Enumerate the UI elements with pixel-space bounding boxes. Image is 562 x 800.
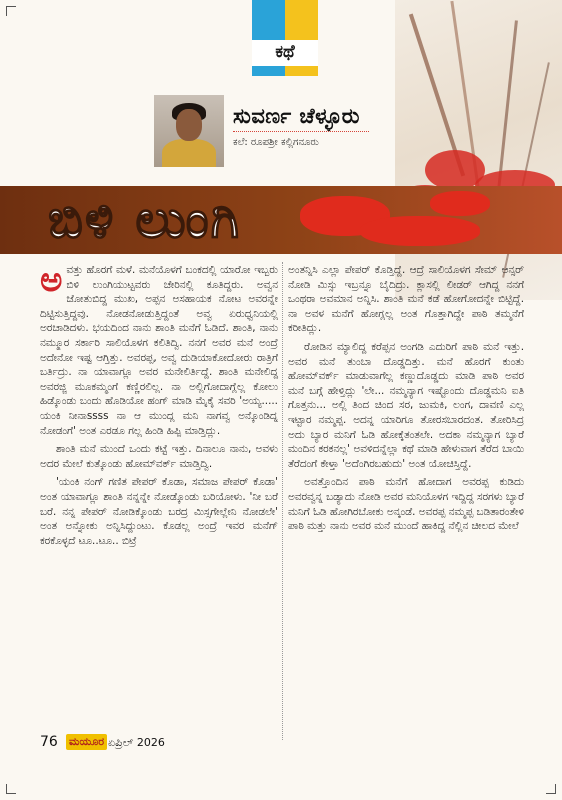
category-tile xyxy=(252,0,318,78)
page-number: 76 xyxy=(40,734,58,750)
body-column-left xyxy=(40,260,278,552)
body-column-right xyxy=(288,263,524,538)
paragraph xyxy=(40,260,278,438)
paragraph: 'ಯಂಕಿ ನಂಗ್ ಗಣಿತ ಪೇಪರ್ ಕೊಡಾ, ಸಮಾಜ ಪೇಪರ್ ಕೊಡಾ' ಅಂತ ಯಾವಾಗ್ಲೂ ಶಾಂತಿ ನನ್ನನ್ನೇ ನೋಡ್ಕೊಂಡು ಬರಿಯೋಳು. 'ನೀ ಬರೆ ಬರೆ. ನನ್ನ ಪೇಪರ್ ನೋಡಿಕ್ಕೊಂಡು ಬರದ್ರ ಮಿಸ್ಸಗೇಲ್ಲೇನಿ ನೋಡಲೇ' ಅಂತ ಅನ್ನೋಕು ಅನ್ನಿಸಿದ್ದುಂಟು. ಕೊಡಲ್ಲ ಅಂದ್ರೆ ಇವರ ಮನೆಗ್ ಕರಕೊಳ್ಳದೆ ಟೂ..ಟೂ.. ಬಿಟ್ರೆ xyxy=(40,476,278,547)
magazine-logo: ಮಯೂರ xyxy=(66,734,107,750)
drop-cap: ಅ xyxy=(40,260,63,300)
paragraph: ರೋಡಿನ ಮ್ಯಾಲಿದ್ದ ಕರೆಪ್ಪನ ಅಂಗಡಿ ಎದುರಿಗೆ ಪಾಠಿ ಮನೆ ಇತ್ತು. ಅವರ ಮನೆ ತುಂಬಾ ದೊಡ್ಡದಿತ್ತು. ಮನೆ ಹೊರಗೆ ಕುಂತು ಹೋಮ್‌ವರ್ಕ್ ಮಾಡುವಾಗೆಲ್ಲ ಕಣ್ಣುದೊಡ್ಡದು ಮಾಡಿ ಪಾಠಿ ಅವರ ಮನೆ ಬಗ್ಗೆ ಹೇಳ್ತಿದ್ಲು 'ಲೇ... ನಮ್ಮನ್ಯಾಗ ಇಷ್ಟೊಂದು ದೊಡ್ಡಮನಿ ಐತಿ ಗೊತ್ತನು... ಅಲ್ಲಿ ತಿಂದ ಚಿಂದ ಸರ, ಜುಮಕಿ, ಲಂಗ, ದಾವಣಿ ಎಲ್ಲ ಇಟ್ಟಾರ ನಮ್ಮಪ್ಪ. ಅದನ್ನ ಯಾರಿಗೂ ತೋರಸಬಾರದಂತ. ತೋರಿಸಿದ್ರ ಅದು ಬ್ಯಾರ ಮನಿಗೆ ಓಡಿ ಹೋಕ್ಕೆತಂತಲೇ. ಅದಕಾ ನಮ್ಮನ್ಯಾಗ ಬ್ಯಾರೆ ಮಂದಿನ ಕರಕನಲ್ಲ' ಅವಳಿದನ್ನೆಲ್ಲಾ ಕಥೆ ಮಾಡಿ ಹೇಳುವಾಗ ತೆರೆದ ಬಾಯಿ ತೆರೆದಂಗೆ ಕೇಳ್ತಾ 'ಅದೆಂಗಿರಬಹುದು' ಅಂತ ಯೋಚಿಸ್ತಿದ್ದೆ. xyxy=(288,340,524,470)
paragraph: ಶಾಂತಿ ಮನೆ ಮುಂದೆ ಒಂದು ಕಟ್ಟೆ ಇತ್ತು. ದಿನಾಲೂ ನಾನು, ಅವಳು ಅದರ ಮೇಲೆ ಕುತ್ಕೊಂಡು ಹೋಮ್‌ವರ್ಕ್ ಮಾಡ್ತಿದ್ವಿ. xyxy=(40,443,278,470)
paragraph-text: ವತ್ತು ಹೊರಗೆ ಮಳೆ. ಮನೆಯೊಳಗೆ ಬಂಕದಲ್ಲಿ ಯಾರೋ ಇಬ್ಬರು ಬಿಳಿ ಲುಂಗಿಯುಟ್ಟವರು ಚೇರಿನಲ್ಲಿ ಕೂತಿದ್ದರು. ಅವ್ವನ ಜೋತುಬಿದ್ದ ಮುಖ, ಅಪ್ಪನ ಅಸಹಾಯಕ ನೋಟ ಅವರನ್ನೇ ದಿಟ್ಟಿಸುತ್ತಿದ್ದವು. ನೋಡನೋಡುತ್ತಿದ್ದಂತೆ ಅವ್ವ ಏರುಧ್ವನಿಯಲ್ಲಿ ಅರಚಾಡಿದಳು. ಭಯದಿಂದ ನಾನು ಶಾಂತಿ ಮನೆಗೆ ಓಡಿದೆ. ಶಾಂತಿ, ನಾನು ನಮ್ಮೂರ ಸರ್ಕಾರಿ ಸಾಲಿಯೊಳಗ ಕಲಿತಿದ್ವಿ. ನನಗೆ ಅವರ ಮನೆ ಅಂದ್ರೆ ಅದೇನೋ ಇಷ್ಟ ಆಗ್ತಿತ್ತು. ಅವರಪ್ಪ, ಅವ್ವ ದುಡಿಯಾಕೋದೋರು ರಾತ್ರಿಗೆ ಬರ್ತಿದ್ರು. ನಾ ಯಾವಾಗ್ಲೂ ಅವರ ಮನೇಲಿರ್ತಿದ್ದೆ. ಶಾಂತಿ ಮನೇಲಿದ್ದ ಅವರಜ್ಜಿ ಮೂಕಮ್ಮಂಗೆ ಕಣ್ಣಿರಲಿಲ್ಲ. ನಾ ಅಲ್ಲಿಗೋದಾಗ್ಲೆಲ್ಲ ಕೋಲು ಹಿಡ್ಕೊಂಡು ಬಂದು ಹೊಡಿಯೋ ಹಂಗ್ ಮಾಡಿ ಮೈಕೈ ಸವರಿ 'ಅಯ್ಯ..... ಯಂಕಿ ನೀನಾssss ನಾ ಆ ಮುಂದ್ಲ ಮನಿ ನಾಗವ್ವ ಅನ್ಕೊಂಡಿದ್ನ ನೋಡಂಗೆ' ಅಂತ ಎರಡೂ ಗಲ್ಲ ಹಿಂಡಿ ಹಿಪ್ಪಿ ಮಾಡ್ತಿದ್ಲು. xyxy=(40,264,278,437)
author-rule xyxy=(233,131,369,132)
crop-mark-bottom-right xyxy=(546,784,556,794)
paragraph: ಅಂತನ್ನಿಸಿ ಎಲ್ಲಾ ಪೇಪರ್ ಕೊಡ್ತಿದ್ದೆ. ಆದ್ರೆ ಸಾಲಿಯೊಳಗ ಸೇಮ್ ಆನ್ಸರ್ ನೋಡಿ ಮಿಸ್ಸು ಇಬ್ರನ್ನೂ ಬೈದಿದ್ರು. ಕ್ಲಾಸಲ್ಲಿ ಲೀಡರ್ ಆಗಿದ್ದ ನನಗೆ ಒಂಥರಾ ಅವಮಾನ ಅನ್ನಿಸಿ. ಶಾಂತಿ ಮನೆ ಕಡೆ ಹೋಗೋದನ್ನೇ ಬಿಟ್ಟಿದ್ದೆ. ನಾ ಅವಳ ಮನೆಗೆ ಹೋಗ್ಲಲ್ಲ ಅಂತ ಗೊತ್ತಾಗಿದ್ದೇ ಪಾಠಿ ತಮ್ಮನೆಗೆ ಕರೀತಿದ್ಲು. xyxy=(288,264,524,335)
crop-mark-bottom-left xyxy=(6,784,16,794)
author-photo xyxy=(154,95,224,167)
crop-mark-top-left xyxy=(6,6,16,16)
paragraph: ಅವತ್ತೊಂದಿನ ಪಾಠಿ ಮನೆಗೆ ಹೋದಾಗ ಅವರಪ್ಪ ಕುಡಿದು ಅವರವ್ವನ್ನ ಬಡ್ಯಾದು ನೋಡಿ ಅವರ ಮನಿಯೊಳಗ ಇದ್ದಿದ್ದ ಸರಗಳು ಬ್ಯಾರೆ ಮನಿಗೆ ಓಡಿ ಹೋಗಿರಬೋಕು ಅನ್ಕಂಡೆ. ಅವರಪ್ಪ ನಮ್ಮಪ್ಪ ಬಡಿತಾರಂತೇಳಿ ಪಾಠಿ ಮತ್ತು ನಾನು ಅವರ ಮನೆ ಮುಂದೆ ಹಾಕಿದ್ದ ನೆಲ್ಲಿನ ಚೀಲದ ಮೇಲೆ xyxy=(288,476,524,533)
author-name: ಸುವರ್ಣ ಚೆಳ್ಳೂರು xyxy=(233,104,360,128)
issue-date: ಏಪ್ರಿಲ್ 2026 xyxy=(108,736,165,749)
category-label: ಕಥೆ xyxy=(275,42,295,62)
story-title: ಬಿಳಿ ಲುಂಗಿ xyxy=(48,190,242,250)
illustration-credit: ಕಲೆ: ರೂಪಶ್ರೀ ಕಲ್ಲಿಗನೂರು xyxy=(233,137,319,148)
column-divider xyxy=(282,262,283,740)
header-illustration xyxy=(395,0,562,300)
